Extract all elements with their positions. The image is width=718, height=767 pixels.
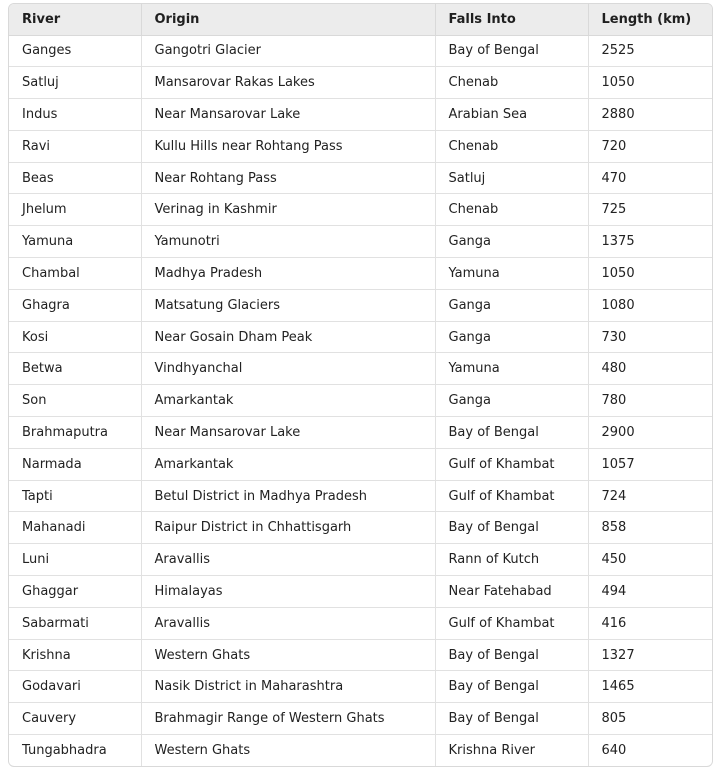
cell-falls-into: Bay of Bengal (435, 35, 588, 67)
cell-length: 730 (588, 321, 712, 353)
cell-river: Jhelum (9, 194, 141, 226)
cell-river: Yamuna (9, 226, 141, 258)
rivers-table-container (8, 3, 713, 767)
cell-river: Ganges (9, 35, 141, 67)
cell-origin: Amarkantak (141, 385, 435, 417)
cell-origin: Amarkantak (141, 448, 435, 480)
cell-origin: Himalayas (141, 576, 435, 608)
cell-falls-into: Ganga (435, 289, 588, 321)
cell-length: 416 (588, 607, 712, 639)
cell-river: Ravi (9, 130, 141, 162)
cell-length: 1050 (588, 67, 712, 99)
cell-falls-into: Bay of Bengal (435, 512, 588, 544)
cell-origin: Betul District in Madhya Pradesh (141, 480, 435, 512)
cell-falls-into: Bay of Bengal (435, 671, 588, 703)
cell-river: Betwa (9, 353, 141, 385)
table-row (9, 703, 712, 735)
table-row (9, 735, 712, 767)
table-row (9, 385, 712, 417)
table-row (9, 607, 712, 639)
table-row (9, 448, 712, 480)
table-row (9, 544, 712, 576)
cell-falls-into: Krishna River (435, 735, 588, 767)
table-row (9, 162, 712, 194)
cell-falls-into: Rann of Kutch (435, 544, 588, 576)
cell-falls-into: Chenab (435, 194, 588, 226)
cell-river: Krishna (9, 639, 141, 671)
cell-origin: Aravallis (141, 544, 435, 576)
cell-river: Ghaggar (9, 576, 141, 608)
cell-origin: Matsatung Glaciers (141, 289, 435, 321)
cell-length: 780 (588, 385, 712, 417)
rivers-table (9, 4, 712, 766)
table-row (9, 480, 712, 512)
cell-river: Cauvery (9, 703, 141, 735)
cell-length: 640 (601, 743, 627, 759)
cell-river: Sabarmati (9, 607, 141, 639)
cell-falls-into: Bay of Bengal (435, 639, 588, 671)
cell-river: Mahanadi (9, 512, 141, 544)
cell-origin: Aravallis (141, 607, 435, 639)
table-row (9, 289, 712, 321)
cell-origin: Near Mansarovar Lake (141, 417, 435, 449)
cell-length: 1375 (588, 226, 712, 258)
table-header (9, 4, 712, 35)
cell-river: Kosi (9, 321, 141, 353)
table-row (9, 671, 712, 703)
cell-falls-into: Gulf of Khambat (435, 480, 588, 512)
cell-length: 805 (588, 703, 712, 735)
cell-river: Luni (9, 544, 141, 576)
cell-falls-into: Chenab (435, 130, 588, 162)
cell-river: Tungabhadra (9, 735, 141, 767)
table-row (9, 353, 712, 385)
table-row (9, 258, 712, 290)
cell-origin: Raipur District in Chhattisgarh (141, 512, 435, 544)
column-header-origin: Origin (141, 4, 435, 35)
cell-origin: Near Mansarovar Lake (141, 99, 435, 131)
column-header-falls-into: Falls Into (435, 4, 588, 35)
table-row (9, 512, 712, 544)
table-row (9, 417, 712, 449)
column-header-river: River (9, 4, 141, 35)
cell-length: 724 (588, 480, 712, 512)
cell-falls-into: Gulf of Khambat (435, 607, 588, 639)
table-row (9, 35, 712, 67)
cell-length: 450 (588, 544, 712, 576)
cell-falls-into: Chenab (435, 67, 588, 99)
cell-length: 2880 (588, 99, 712, 131)
table-row (9, 226, 712, 258)
cell-length: 1327 (588, 639, 712, 671)
cell-falls-into: Near Fatehabad (435, 576, 588, 608)
cell-river: Chambal (9, 258, 141, 290)
table-row (9, 99, 712, 131)
cell-origin: Mansarovar Rakas Lakes (141, 67, 435, 99)
cell-origin: Vindhyanchal (141, 353, 435, 385)
cell-length: 470 (588, 162, 712, 194)
cell-falls-into: Ganga (435, 226, 588, 258)
table-row (9, 576, 712, 608)
cell-falls-into: Ganga (435, 385, 588, 417)
column-header-length: Length (km) (588, 4, 712, 35)
cell-river: Brahmaputra (9, 417, 141, 449)
cell-origin: Near Gosain Dham Peak (141, 321, 435, 353)
cell-falls-into: Yamuna (435, 258, 588, 290)
cell-falls-into: Yamuna (435, 353, 588, 385)
table-row (9, 639, 712, 671)
cell-length: 858 (588, 512, 712, 544)
table-row (9, 67, 712, 99)
cell-origin: Near Rohtang Pass (141, 162, 435, 194)
cell-falls-into: Bay of Bengal (435, 703, 588, 735)
table-row (9, 321, 712, 353)
cell-length: 480 (588, 353, 712, 385)
cell-falls-into: Gulf of Khambat (435, 448, 588, 480)
cell-origin: Yamunotri (141, 226, 435, 258)
cell-origin: Gangotri Glacier (141, 35, 435, 67)
cell-river: Son (9, 385, 141, 417)
table-row (9, 130, 712, 162)
cell-length: 725 (588, 194, 712, 226)
cell-falls-into: Ganga (435, 321, 588, 353)
cell-falls-into: Arabian Sea (435, 99, 588, 131)
cell-length: 1050 (588, 258, 712, 290)
table-row (9, 194, 712, 226)
cell-origin: Nasik District in Maharashtra (141, 671, 435, 703)
cell-origin: Kullu Hills near Rohtang Pass (141, 130, 435, 162)
cell-origin: Brahmagir Range of Western Ghats (141, 703, 435, 735)
cell-falls-into: Satluj (435, 162, 588, 194)
cell-length: 1080 (588, 289, 712, 321)
cell-origin: Western Ghats (141, 735, 435, 767)
cell-origin: Madhya Pradesh (141, 258, 435, 290)
cell-origin: Verinag in Kashmir (141, 194, 435, 226)
cell-length: 1465 (588, 671, 712, 703)
table-body (9, 35, 712, 766)
cell-length: 2900 (588, 417, 712, 449)
cell-length: 720 (588, 130, 712, 162)
cell-falls-into: Bay of Bengal (435, 417, 588, 449)
cell-river: Godavari (9, 671, 141, 703)
cell-river: Narmada (9, 448, 141, 480)
header-row (9, 4, 712, 35)
cell-origin: Western Ghats (141, 639, 435, 671)
cell-length: 1057 (588, 448, 712, 480)
cell-river: Indus (9, 99, 141, 131)
cell-river: Ghagra (9, 289, 141, 321)
cell-length: 2525 (588, 35, 712, 67)
cell-river: Beas (9, 162, 141, 194)
cell-river: Satluj (9, 67, 141, 99)
cell-length: 494 (588, 576, 712, 608)
cell-river: Tapti (9, 480, 141, 512)
